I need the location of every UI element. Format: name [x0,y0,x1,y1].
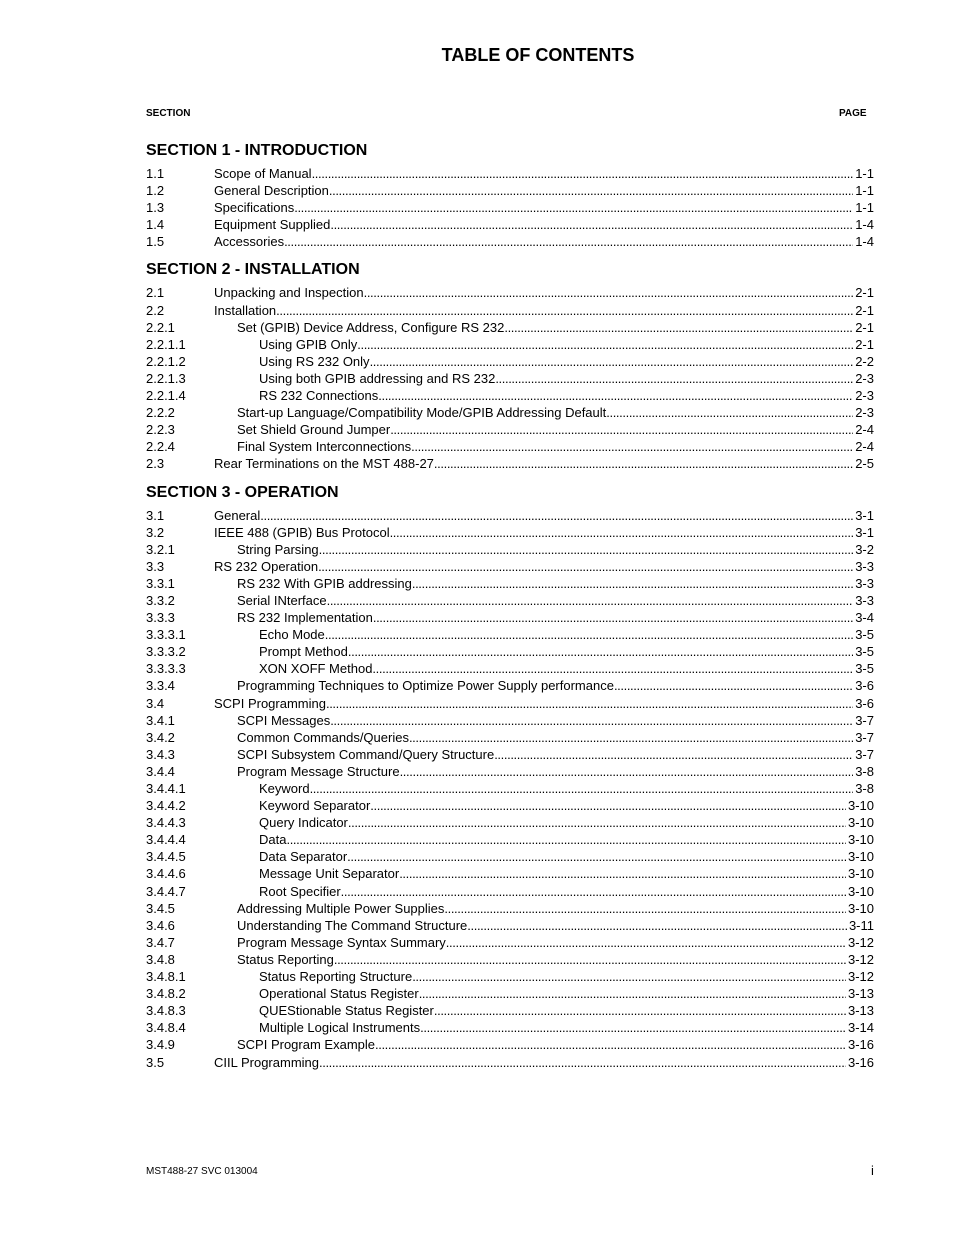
entry-number: 2.2 [146,302,165,318]
entry-page: 2-1 [855,285,874,301]
entry-title: RS 232 Operation [214,558,319,574]
entry-number: 3.4.9 [146,1037,175,1053]
dot-leader [341,883,846,900]
entry-page: 3-10 [847,832,874,848]
dot-leader [357,336,853,353]
toc-entry [146,541,874,558]
entry-page: 3-16 [847,1054,874,1070]
entry-number: 3.3 [146,558,165,574]
entry-title: Program Message Structure [237,763,400,779]
dot-leader [286,831,846,848]
dot-leader [326,695,853,712]
dot-leader [310,780,854,797]
entry-page: 3-10 [847,883,874,899]
entry-title: Scope of Manual [214,166,312,181]
entry-page: 3-10 [847,815,874,831]
entry-number: 3.4 [146,695,165,711]
toc-entry [146,199,874,216]
toc-entry [146,507,874,524]
dot-leader [347,848,846,865]
dot-leader [329,182,853,199]
entry-title: Keyword [259,781,310,796]
entry-page: 1-1 [855,183,874,199]
toc-entry [146,319,874,336]
entry-title: Specifications [214,200,295,216]
entry-number: 2.2.1.4 [146,388,186,404]
dot-leader [446,934,846,951]
entry-number: 3.4.3 [146,746,175,762]
dot-leader [399,865,846,882]
toc-entry [146,831,874,848]
entry-page: 3-3 [855,558,874,574]
toc-entry [146,233,874,250]
entry-number: 2.2.1.1 [146,336,186,352]
dot-leader [318,558,853,575]
entry-title: Using RS 232 Only [259,353,370,369]
entry-title: CIIL Programming [214,1054,319,1070]
toc-entry [146,865,874,882]
entry-title: Set Shield Ground Jumper [237,422,391,438]
entry-number: 2.2.4 [146,439,175,455]
entry-title: Keyword Separator [259,798,371,814]
toc-entry [146,695,874,712]
toc-entry [146,182,874,199]
entry-title: SCPI Subsystem Command/Query Structure [237,746,495,762]
entry-number: 3.4.7 [146,934,175,950]
entry-number: 2.2.1.3 [146,370,186,386]
dot-leader [276,302,853,319]
entry-title: Start-up Language/Compatibility Mode/GPIB Addressing Default [237,405,607,421]
entry-page: 2-1 [855,319,874,335]
dot-leader [504,319,853,336]
toc-entry [146,643,874,660]
toc-entry [146,353,874,370]
toc-entry [146,1019,874,1036]
entry-title: Data [259,832,287,848]
entry-page: 3-8 [855,763,874,779]
entry-title: RS 232 Implementation [237,610,373,626]
dot-leader [348,643,853,660]
entry-title: Programming Techniques to Optimize Power Supply performance [237,678,614,694]
entry-number: 3.4.2 [146,729,175,745]
dot-leader [312,165,854,182]
dot-leader [390,524,854,541]
entry-page: 2-1 [855,336,874,352]
toc-entry [146,1036,874,1053]
toc-entry [146,848,874,865]
dot-leader [444,900,846,917]
toc-entry [146,797,874,814]
entry-title: Accessories [214,234,285,250]
entry-number: 3.4.8.1 [146,969,186,985]
toc-entry [146,1002,874,1019]
entry-number: 3.3.3.1 [146,627,186,643]
entry-title: Equipment Supplied [214,217,331,233]
entry-page: 3-7 [855,746,874,762]
footer-page-number: i [871,1163,874,1178]
entry-title: Prompt Method [259,644,348,660]
entry-page: 1-1 [855,200,874,216]
dot-leader [400,763,854,780]
entry-title: Status Reporting Structure [259,969,413,985]
toc-entry [146,165,874,182]
toc-entry [146,883,874,900]
entry-title: Using GPIB Only [259,336,358,352]
dot-leader [467,917,847,934]
entry-number: 1.5 [146,234,165,250]
dot-leader [327,592,854,609]
toc-entry [146,438,874,455]
toc-entry [146,1054,874,1071]
entry-page: 2-3 [855,388,874,404]
entry-number: 3.4.5 [146,900,175,916]
toc-entry [146,609,874,626]
toc-entry [146,421,874,438]
toc-entry [146,370,874,387]
dot-leader [330,712,853,729]
entry-title: IEEE 488 (GPIB) Bus Protocol [214,524,390,540]
entry-title: Addressing Multiple Power Supplies [237,900,445,916]
entry-number: 3.4.8 [146,951,175,967]
toc-entry [146,558,874,575]
entry-title: SCPI Messages [237,712,331,728]
entry-page: 2-3 [855,405,874,421]
toc-section [146,141,874,250]
toc-entry [146,934,874,951]
entry-page: 3-13 [847,986,874,1002]
toc-entry [146,968,874,985]
entry-page: 3-4 [855,610,874,626]
entry-number: 3.3.2 [146,592,175,608]
entry-number: 3.3.3.2 [146,644,186,660]
dot-leader [375,1036,846,1053]
entry-page: 2-1 [855,302,874,318]
entry-title: Root Specifier [259,883,341,899]
toc-entry [146,814,874,831]
dot-leader [364,284,854,301]
entry-number: 3.3.3.3 [146,661,186,677]
entry-number: 3.4.4.3 [146,815,186,831]
dot-leader [319,1054,846,1071]
toc-entry [146,729,874,746]
entry-number: 2.1 [146,285,165,301]
entry-page: 3-12 [847,969,874,985]
entry-number: 2.2.3 [146,422,175,438]
entry-number: 2.2.1.2 [146,353,186,369]
dot-leader [378,387,853,404]
entry-number: 1.2 [146,183,165,199]
entry-page: 1-4 [855,234,874,250]
section-heading: SECTION 1 - INTRODUCTION [146,142,368,159]
dot-leader [495,370,853,387]
footer-doc-id: MST488-27 SVC 013004 [146,1166,258,1177]
dot-leader [420,1019,846,1036]
dot-leader [434,455,853,472]
entry-page: 1-1 [855,166,874,181]
dot-leader [330,216,853,233]
dot-leader [372,660,853,677]
dot-leader [409,729,853,746]
dot-leader [434,1002,846,1019]
entry-page: 3-1 [855,524,874,540]
entry-title: Unpacking and Inspection [214,285,364,301]
entry-number: 2.3 [146,456,165,472]
entry-number: 3.4.4.1 [146,781,186,796]
entry-page: 3-3 [855,575,874,591]
toc-entry [146,592,874,609]
entry-number: 2.2.1 [146,319,175,335]
entry-page: 3-10 [847,900,874,916]
page-title: TABLE OF CONTENTS [441,45,635,65]
dot-leader [348,814,846,831]
entry-page: 3-10 [847,798,874,814]
entry-number: 3.4.4 [146,763,175,779]
toc-entry [146,216,874,233]
entry-page: 3-14 [847,1020,874,1036]
entry-title: Set (GPIB) Device Address, Configure RS 232 [237,319,505,335]
toc-entry [146,917,874,934]
dot-leader [370,353,854,370]
entry-title: Data Separator [259,849,348,865]
toc-entry [146,900,874,917]
entry-title: Rear Terminations on the MST 488-27 [214,456,434,472]
entry-number: 3.4.6 [146,917,175,933]
dot-leader [334,951,846,968]
entry-page: 3-7 [855,729,874,745]
entry-number: 1.3 [146,200,165,216]
entry-title: Operational Status Register [259,986,419,1002]
entry-title: Serial INterface [237,592,327,608]
entry-page: 1-4 [855,217,874,233]
entry-page: 3-5 [855,627,874,643]
toc-entry [146,336,874,353]
dot-leader [260,507,853,524]
entry-number: 3.3.4 [146,678,175,694]
toc-entry [146,746,874,763]
entry-page: 3-11 [848,917,874,933]
entry-title: General [214,507,261,523]
toc-entry [146,455,874,472]
toc-entry [146,780,874,797]
page-column-header: PAGE [839,108,867,119]
dot-leader [419,985,846,1002]
entry-page: 3-10 [847,866,874,882]
entry-number: 3.4.8.4 [146,1020,186,1036]
dot-leader [390,421,853,438]
dot-leader [370,797,846,814]
entry-page: 3-13 [847,1003,874,1019]
entry-title: Common Commands/Queries [237,729,409,745]
entry-title: SCPI Programming [214,695,326,711]
dot-leader [284,233,853,250]
entry-number: 1.4 [146,217,165,233]
toc-entry [146,404,874,421]
entry-number: 3.4.4.6 [146,866,186,882]
toc-entry [146,951,874,968]
entry-number: 3.1 [146,507,165,523]
entry-number: 3.4.4.2 [146,798,186,814]
entry-page: 3-6 [855,678,874,694]
table-of-contents [146,141,874,1081]
section-heading: SECTION 3 - OPERATION [146,483,339,501]
toc-section [146,260,874,472]
entry-page: 3-10 [847,849,874,865]
entry-title: Echo Mode [259,627,325,643]
toc-entry [146,387,874,404]
entry-page: 3-7 [855,712,874,728]
entry-title: RS 232 With GPIB addressing [237,575,412,591]
entry-title: String Parsing [237,541,319,557]
entry-title: General Description [214,183,329,199]
entry-title: Installation [214,302,277,318]
toc-entry [146,660,874,677]
dot-leader [411,438,853,455]
entry-page: 3-2 [855,541,874,557]
entry-page: 2-4 [855,439,874,455]
entry-page: 3-8 [855,781,874,796]
entry-page: 3-3 [855,592,874,608]
entry-title: QUEStionable Status Register [259,1003,434,1019]
dot-leader [373,609,853,626]
toc-entry [146,302,874,319]
dot-leader [614,677,853,694]
dot-leader [412,575,853,592]
entry-number: 3.4.4.5 [146,849,186,865]
entry-page: 3-16 [847,1037,874,1053]
entry-title: Using both GPIB addressing and RS 232 [259,370,496,386]
entry-page: 3-5 [855,661,874,677]
entry-number: 3.5 [146,1054,165,1070]
entry-number: 3.3.1 [146,575,175,591]
entry-title: Status Reporting [237,951,334,967]
entry-title: Message Unit Separator [259,866,400,882]
section-heading: SECTION 2 - INSTALLATION [146,261,360,279]
entry-page: 3-12 [847,951,874,967]
entry-number: 3.4.4.7 [146,883,186,899]
entry-title: Understanding The Command Structure [237,917,468,933]
toc-entry [146,712,874,729]
entry-title: XON XOFF Method [259,661,373,677]
toc-entry [146,284,874,301]
dot-leader [606,404,853,421]
entry-title: Query Indicator [259,815,348,831]
toc-entry [146,677,874,694]
dot-leader [294,199,853,216]
toc-entry [146,524,874,541]
entry-number: 3.2 [146,524,165,540]
entry-page: 2-3 [855,370,874,386]
entry-page: 3-1 [855,507,874,523]
entry-title: RS 232 Connections [259,388,379,404]
toc-entry [146,626,874,643]
entry-number: 2.2.2 [146,405,175,421]
dot-leader [325,626,853,643]
section-column-header: SECTION [146,108,191,119]
entry-number: 3.4.4.4 [146,832,186,848]
dot-leader [494,746,853,763]
entry-page: 2-5 [855,456,874,472]
toc-entry [146,763,874,780]
entry-page: 3-5 [855,644,874,660]
entry-number: 1.1 [146,166,165,181]
entry-number: 3.4.8.3 [146,1003,186,1019]
dot-leader [319,541,854,558]
entry-page: 2-4 [855,422,874,438]
entry-title: SCPI Program Example [237,1037,375,1053]
entry-page: 3-12 [847,934,874,950]
entry-title: Program Message Syntax Summary [237,934,446,950]
entry-page: 3-6 [855,695,874,711]
entry-number: 3.4.8.2 [146,986,186,1002]
toc-entry [146,575,874,592]
entry-number: 3.3.3 [146,610,175,626]
toc-entry [146,985,874,1002]
toc-section [146,483,874,1071]
entry-title: Final System Interconnections [237,439,412,455]
entry-number: 3.4.1 [146,712,175,728]
entry-number: 3.2.1 [146,541,175,557]
entry-page: 2-2 [855,353,874,369]
dot-leader [412,968,846,985]
entry-title: Multiple Logical Instruments [259,1020,421,1036]
